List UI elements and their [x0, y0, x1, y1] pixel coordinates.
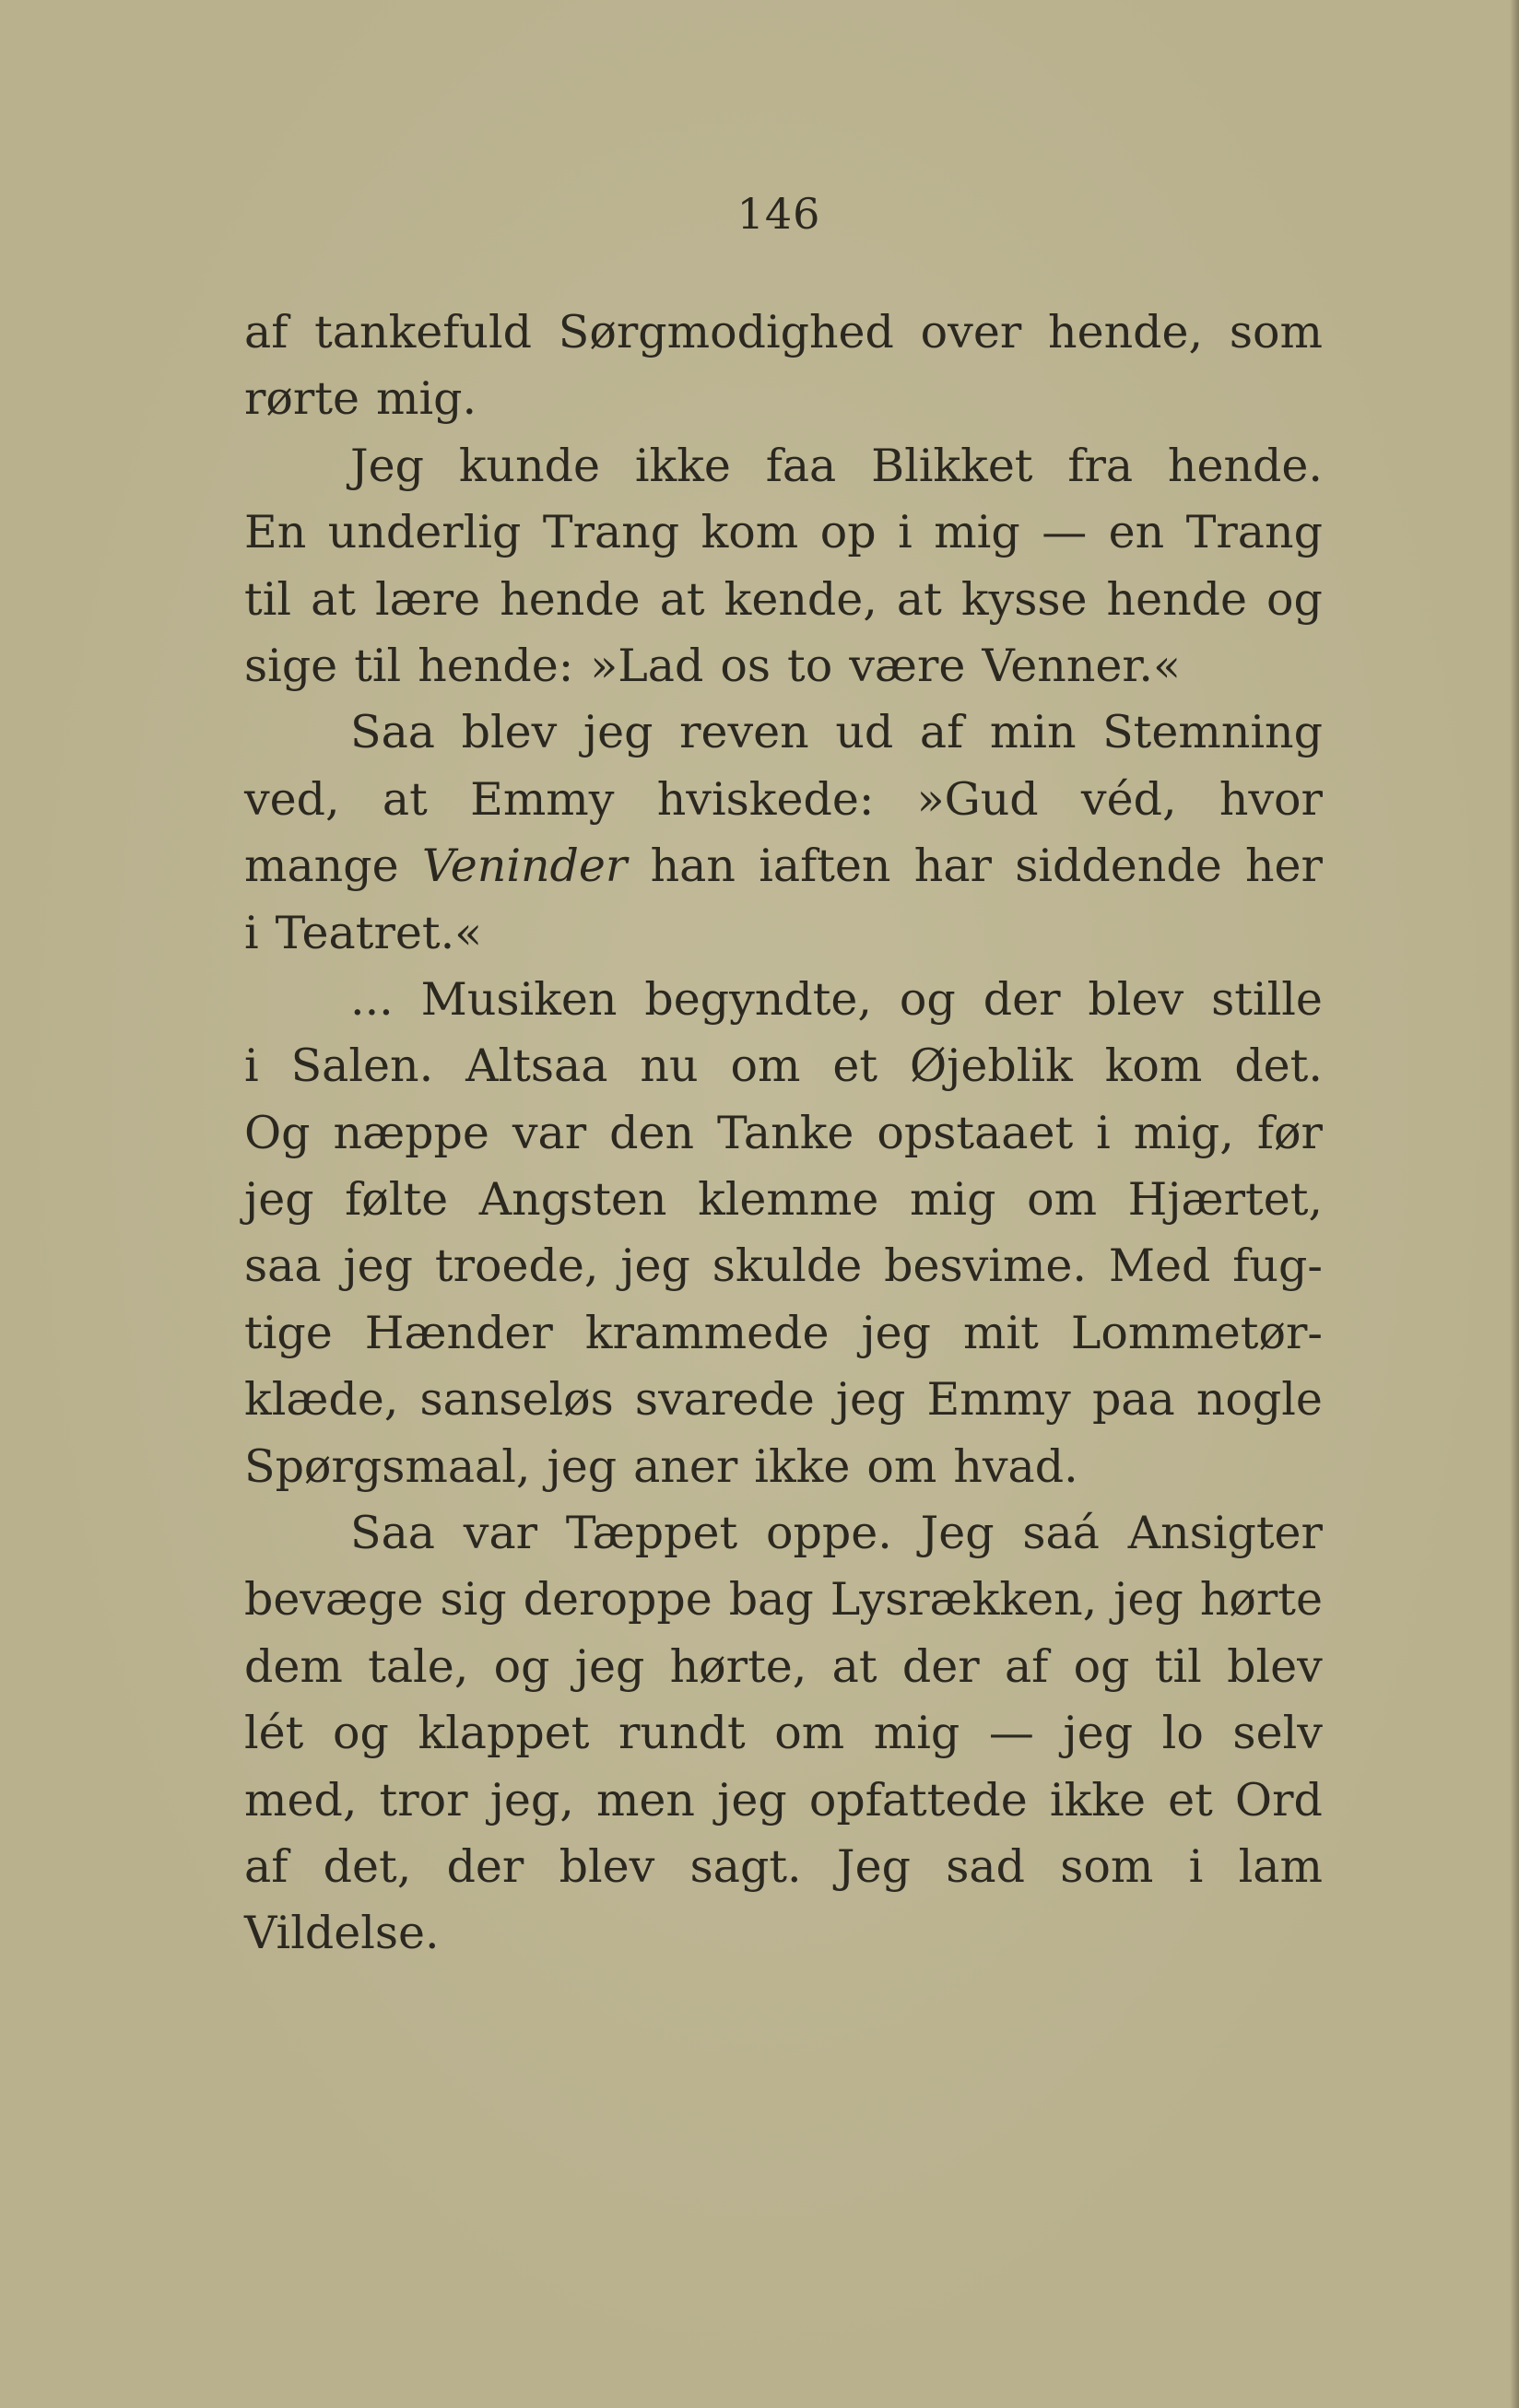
word: med,: [244, 1773, 358, 1827]
word: jeg: [244, 1173, 314, 1227]
text-line: [244, 900, 1323, 967]
text-line: [244, 699, 1323, 766]
word: hende.: [1167, 439, 1323, 492]
word: jeg: [583, 706, 654, 759]
word: sanseløs: [419, 1373, 614, 1427]
word: der: [983, 972, 1061, 1026]
text-line: [244, 1768, 1323, 1834]
word: Venner.«: [982, 639, 1181, 692]
word: paa: [1091, 1373, 1175, 1427]
word: kunde: [458, 439, 601, 492]
word: Stemning: [1102, 706, 1323, 759]
word: siddende: [1015, 840, 1222, 893]
word: hende:: [418, 639, 574, 692]
word: Saa: [350, 1507, 435, 1560]
word: Lysrækken,: [830, 1573, 1098, 1627]
word: lære: [375, 572, 481, 626]
word: Lommetør-: [1070, 1306, 1323, 1359]
word: fug-: [1232, 1239, 1323, 1293]
word: kysse: [960, 572, 1088, 626]
word: den: [609, 1106, 695, 1159]
page-number: 146: [736, 189, 821, 239]
word: tige: [244, 1306, 333, 1359]
word: jeg: [574, 1639, 645, 1693]
word: at: [382, 772, 428, 826]
word: var: [463, 1507, 538, 1560]
word: ikke: [1049, 1773, 1146, 1827]
word: ...: [350, 972, 394, 1026]
text-line: [244, 633, 1323, 699]
word: jeg: [835, 1373, 906, 1427]
word: jeg: [620, 1239, 690, 1293]
word: Ord: [1234, 1773, 1323, 1827]
word: næppe: [333, 1106, 489, 1159]
word: i: [1188, 1839, 1204, 1893]
word: der: [901, 1639, 980, 1693]
word: mange: [244, 840, 399, 893]
word: om: [1027, 1173, 1098, 1227]
text-line: [244, 1300, 1323, 1367]
word: lét: [244, 1707, 304, 1760]
text-line: [244, 300, 1323, 366]
word: Hjærtet,: [1127, 1173, 1323, 1227]
word: hørte: [1199, 1573, 1323, 1627]
word: —: [1042, 506, 1088, 559]
word: klappet: [418, 1707, 590, 1760]
word: véd,: [1080, 772, 1177, 826]
word: han: [650, 840, 736, 893]
word: ved,: [244, 772, 340, 826]
text-line: [244, 833, 1323, 899]
word: kom: [701, 506, 799, 559]
word: være: [849, 639, 966, 692]
word: svarede: [634, 1373, 815, 1427]
word: rundt: [618, 1707, 746, 1760]
word: ud: [835, 706, 894, 759]
word: Teatret.«: [275, 906, 483, 959]
word: et: [832, 1040, 878, 1093]
text-line: [244, 1834, 1323, 1900]
word: dem: [244, 1639, 343, 1693]
word: Trang: [542, 506, 680, 559]
word: til: [1154, 1639, 1202, 1693]
word: og: [899, 972, 956, 1026]
word: hviskede:: [656, 772, 875, 826]
word: blev: [1088, 972, 1184, 1026]
word: Veninder: [421, 840, 628, 893]
text-line: [244, 567, 1323, 633]
word: hvad.: [953, 1439, 1078, 1493]
text-line: [244, 1634, 1323, 1700]
word: i: [244, 906, 259, 959]
word: om: [730, 1040, 801, 1093]
word: Sørgmodighed: [558, 306, 894, 358]
word: Angsten: [478, 1173, 667, 1227]
word: Ansigter: [1127, 1507, 1323, 1560]
word: Tæppet: [565, 1507, 738, 1560]
word: af: [244, 306, 288, 358]
word: tale,: [368, 1639, 469, 1693]
word: Trang: [1185, 506, 1323, 559]
word: hørte,: [669, 1639, 807, 1693]
word: lo: [1161, 1707, 1204, 1760]
text-line: [244, 1167, 1323, 1233]
word: et: [1168, 1773, 1213, 1827]
word: —: [988, 1707, 1034, 1760]
word: os: [720, 639, 771, 692]
word: at: [831, 1639, 877, 1693]
word: og: [1266, 572, 1323, 626]
word: og: [493, 1639, 550, 1693]
word: men: [595, 1773, 695, 1827]
text-line: [244, 1033, 1323, 1099]
word: her: [1244, 840, 1323, 893]
word: en: [1108, 506, 1165, 559]
word: af: [1004, 1639, 1049, 1693]
word: stille: [1211, 972, 1323, 1026]
word: aner: [633, 1439, 738, 1493]
word: af: [244, 1839, 288, 1893]
text-line: [244, 433, 1323, 499]
word: En: [244, 506, 307, 559]
word: begyndte,: [644, 972, 872, 1026]
word: jeg: [1063, 1707, 1134, 1760]
body-text: [244, 300, 1323, 1968]
word: og: [1073, 1639, 1130, 1693]
word: Tanke: [717, 1106, 854, 1159]
word: Emmy: [926, 1373, 1071, 1427]
text-line: [244, 767, 1323, 833]
text-line: [244, 1700, 1323, 1767]
word: saá: [1022, 1507, 1100, 1560]
word: blev: [559, 1839, 655, 1893]
word: saa: [244, 1239, 322, 1293]
word: Musiken: [420, 972, 618, 1026]
word: klemme: [698, 1173, 879, 1227]
word: Emmy: [470, 772, 615, 826]
text-line: [244, 1434, 1323, 1500]
word: bevæge: [244, 1573, 424, 1627]
word: jeg: [547, 1439, 618, 1493]
word: nogle: [1195, 1373, 1323, 1427]
word: kende,: [724, 572, 877, 626]
word: op: [819, 506, 877, 559]
word: Hænder: [364, 1306, 553, 1359]
word: over: [920, 306, 1022, 358]
word: Og: [244, 1106, 311, 1159]
page-edge-shadow: [1510, 0, 1519, 2408]
word: kom: [1104, 1040, 1203, 1093]
word: jeg: [717, 1773, 787, 1827]
word: i: [1096, 1106, 1111, 1159]
word: tror: [379, 1773, 468, 1827]
word: blev: [1227, 1639, 1323, 1693]
word: besvime.: [884, 1239, 1087, 1293]
word: troede,: [434, 1239, 599, 1293]
word: iaften: [759, 840, 891, 893]
text-line: [244, 1900, 1323, 1967]
word: tankefuld: [314, 306, 532, 358]
word: jeg: [861, 1306, 932, 1359]
word: bag: [728, 1573, 814, 1627]
text-line: [244, 1367, 1323, 1433]
word: som: [1229, 306, 1323, 358]
word: klæde,: [244, 1373, 399, 1427]
word: ikke: [634, 439, 731, 492]
text-line: [244, 366, 1323, 432]
word: nu: [640, 1040, 699, 1093]
word: selv: [1232, 1707, 1323, 1760]
word: hende: [500, 572, 641, 626]
word: det.: [1234, 1040, 1323, 1093]
text-line: [244, 1567, 1323, 1633]
word: lam: [1238, 1839, 1323, 1893]
word: Vildelse.: [244, 1907, 440, 1960]
word: faa: [765, 439, 837, 492]
word: hvor: [1219, 772, 1323, 826]
word: min: [989, 706, 1077, 759]
word: Med: [1108, 1239, 1211, 1293]
word: Altsaa: [465, 1040, 608, 1093]
word: jeg,: [489, 1773, 574, 1827]
word: sagt.: [689, 1839, 802, 1893]
word: der: [446, 1839, 524, 1893]
word: om: [774, 1707, 845, 1760]
text-line: [244, 1233, 1323, 1299]
word: det,: [323, 1839, 412, 1893]
word: sige: [244, 639, 338, 692]
word: Salen.: [290, 1040, 434, 1093]
word: har: [913, 840, 992, 893]
word: Jeg: [350, 439, 425, 492]
word: mit: [963, 1306, 1039, 1359]
word: var: [512, 1106, 587, 1159]
word: oppe.: [765, 1507, 892, 1560]
word: to: [787, 639, 833, 692]
word: følte: [345, 1173, 449, 1227]
word: hende: [1106, 572, 1248, 626]
word: Spørgsmaal,: [244, 1439, 531, 1493]
word: mig: [934, 506, 1020, 559]
word: rørte: [244, 372, 360, 426]
word: jeg: [343, 1239, 414, 1293]
word: mig.: [376, 372, 477, 426]
word: »Gud: [916, 772, 1039, 826]
word: reven: [679, 706, 809, 759]
word: til: [244, 572, 292, 626]
word: at: [659, 572, 705, 626]
word: hende,: [1048, 306, 1204, 358]
word: jeg: [1113, 1573, 1183, 1627]
word: Jeg: [836, 1839, 911, 1893]
word: skulde: [712, 1239, 863, 1293]
word: opfattede: [808, 1773, 1028, 1827]
word: Jeg: [920, 1507, 995, 1560]
word: om: [866, 1439, 937, 1493]
word: mig,: [1133, 1106, 1234, 1159]
word: Saa: [350, 706, 435, 759]
word: som: [1060, 1839, 1154, 1893]
word: før: [1256, 1106, 1323, 1159]
word: at: [896, 572, 942, 626]
word: ikke: [754, 1439, 851, 1493]
word: fra: [1067, 439, 1134, 492]
word: til: [354, 639, 402, 692]
word: i: [244, 1040, 259, 1093]
word: sig: [440, 1573, 507, 1627]
text-line: [244, 499, 1323, 566]
word: af: [919, 706, 964, 759]
word: at: [311, 572, 356, 626]
word: og: [332, 1707, 389, 1760]
word: mig: [909, 1173, 996, 1227]
word: underlig: [327, 506, 522, 559]
word: Øjeblik: [910, 1040, 1073, 1093]
word: sad: [946, 1839, 1025, 1893]
word: i: [898, 506, 913, 559]
word: opstaaet: [877, 1106, 1074, 1159]
word: Blikket: [871, 439, 1033, 492]
word: krammede: [584, 1306, 830, 1359]
text-line: [244, 1500, 1323, 1567]
word: »Lad: [590, 639, 704, 692]
word: mig: [873, 1707, 960, 1760]
text-line: [244, 967, 1323, 1033]
text-line: [244, 1100, 1323, 1167]
word: blev: [461, 706, 558, 759]
word: deroppe: [523, 1573, 712, 1627]
